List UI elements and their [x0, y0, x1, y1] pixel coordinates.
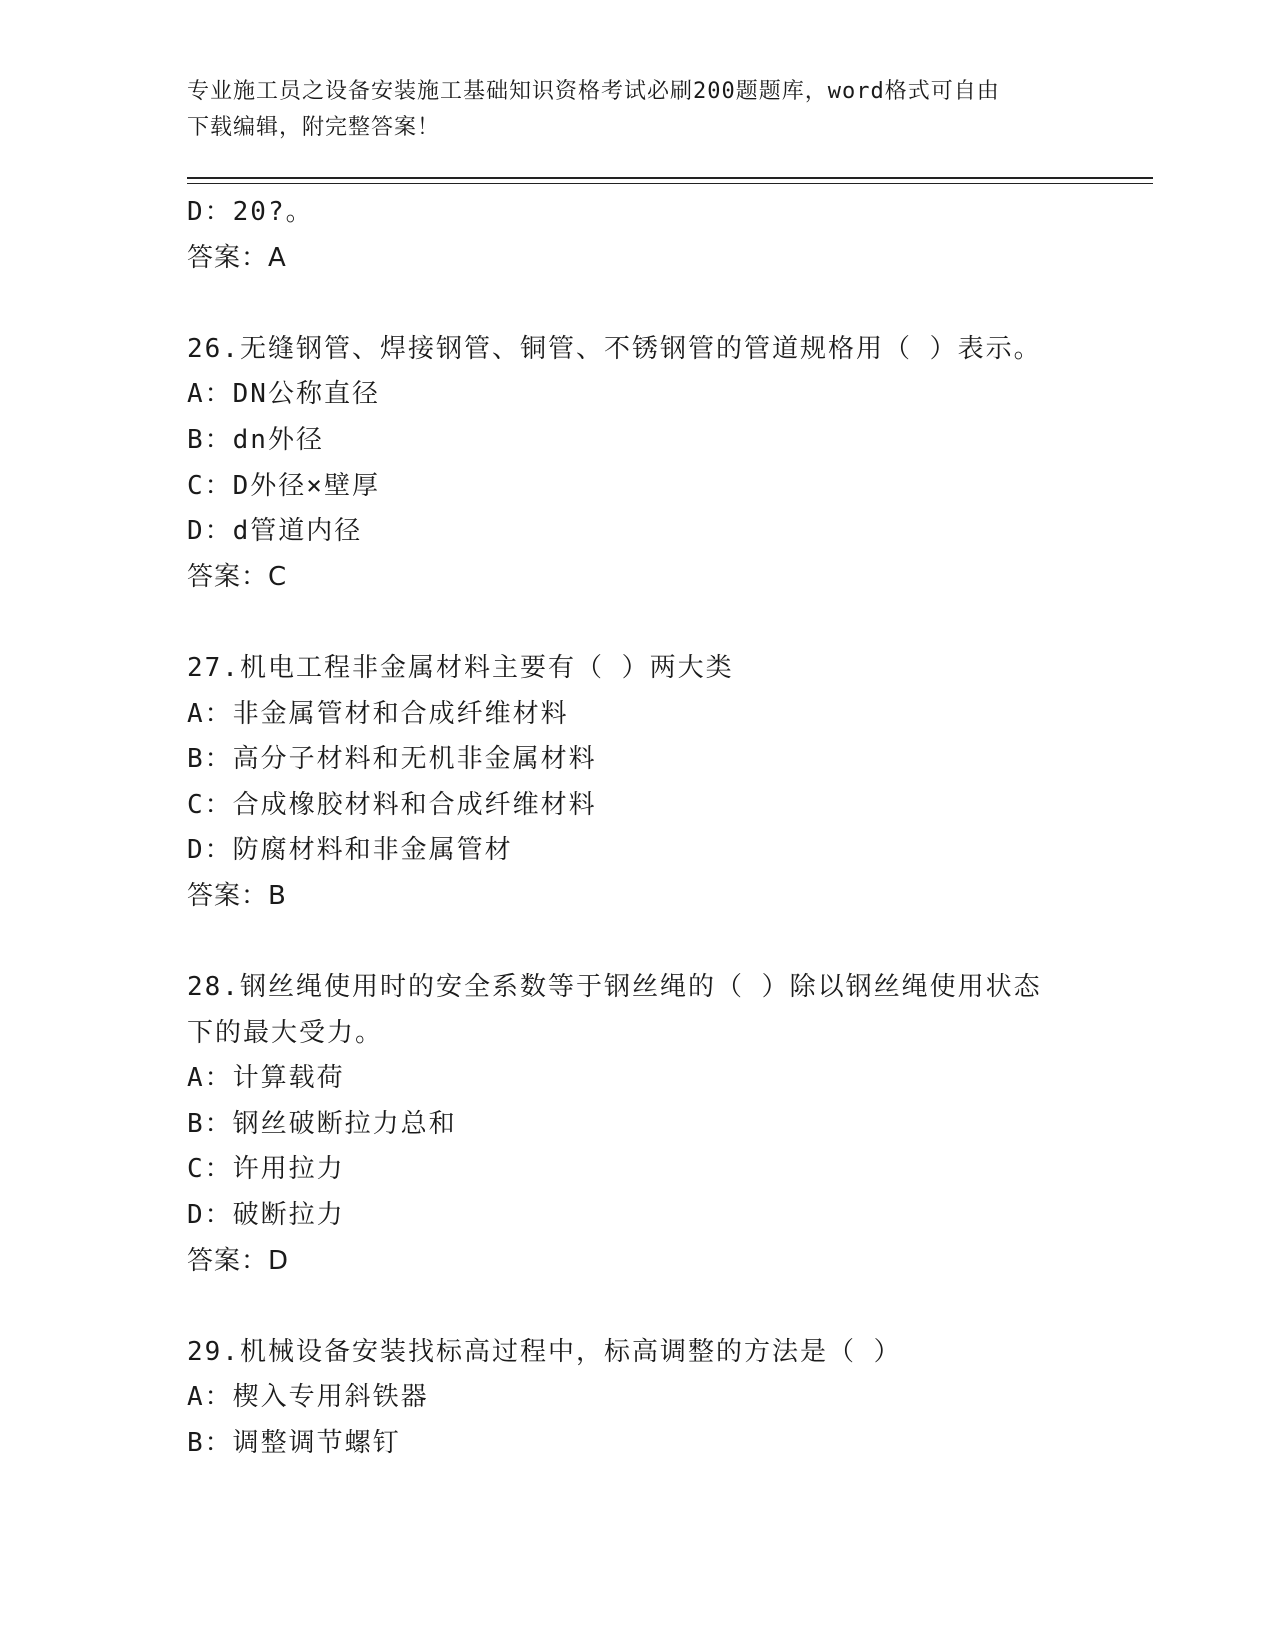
option-d: D：d管道内径: [187, 516, 363, 547]
question-27: [187, 646, 1087, 920]
spacer: [187, 1284, 1087, 1330]
option-d: D：防腐材料和非金属管材: [187, 835, 513, 866]
header-line-1: 专业施工员之设备安装施工基础知识资格考试必刷200题题库，word格式可自由: [187, 79, 1000, 104]
document-body: [187, 190, 1087, 1467]
option-d: D：20?。: [187, 197, 314, 227]
option-a: A：非金属管材和合成纤维材料: [187, 698, 569, 729]
answer-line: 答案：C: [187, 561, 288, 592]
answer-line: 答案：D: [187, 1245, 290, 1276]
header-divider: [187, 177, 1153, 179]
document-header: [187, 74, 1087, 146]
spacer: [187, 281, 1087, 327]
option-a: A：计算载荷: [187, 1063, 345, 1094]
question-29: [187, 1330, 1087, 1467]
option-b: B：钢丝破断拉力总和: [187, 1108, 457, 1139]
answer-line: 答案：A: [187, 242, 287, 273]
spacer: [187, 600, 1087, 646]
option-d: D：破断拉力: [187, 1200, 345, 1231]
question-text: 27.机电工程非金属材料主要有（ ）两大类: [187, 652, 734, 683]
question-text-line-2: 下的最大受力。: [187, 1017, 384, 1048]
question-28: [187, 965, 1087, 1284]
option-b: B：高分子材料和无机非金属材料: [187, 744, 597, 775]
previous-question-tail: [187, 190, 1087, 281]
option-a: A：DN公称直径: [187, 379, 380, 410]
option-c: C：许用拉力: [187, 1154, 345, 1185]
option-b: B：调整调节螺钉: [187, 1428, 401, 1459]
header-line-2: 下载编辑，附完整答案！: [187, 115, 441, 140]
question-text: 26.无缝钢管、焊接钢管、铜管、不锈钢管的管道规格用（ ）表示。: [187, 333, 1042, 364]
question-text-line-1: 28.钢丝绳使用时的安全系数等于钢丝绳的（ ）除以钢丝绳使用状态: [187, 972, 1042, 1003]
option-b: B：dn外径: [187, 424, 324, 455]
question-26: [187, 327, 1087, 601]
answer-line: 答案：B: [187, 880, 287, 911]
option-c: C：合成橡胶材料和合成纤维材料: [187, 789, 597, 820]
spacer: [187, 920, 1087, 966]
question-text: 29.机械设备安装找标高过程中，标高调整的方法是（ ）: [187, 1336, 902, 1367]
option-c: C：D外径×壁厚: [187, 470, 380, 501]
header-divider-thin: [187, 183, 1153, 184]
option-a: A：楔入专用斜铁器: [187, 1382, 429, 1413]
